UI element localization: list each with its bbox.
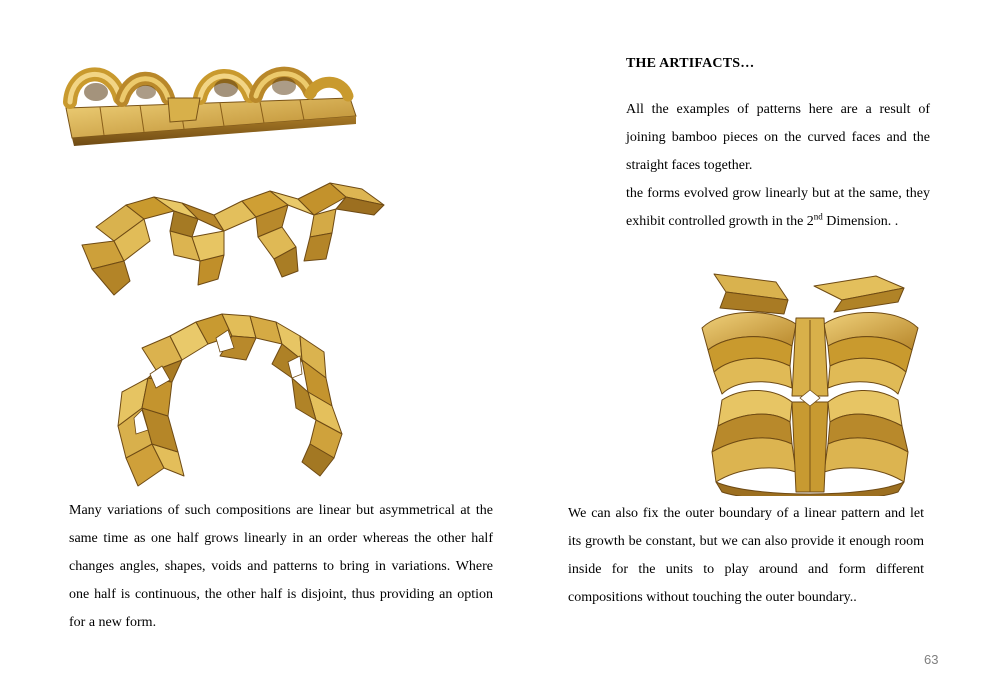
bamboo-zigzag-pattern-image <box>74 175 390 305</box>
linear-variations-paragraph: Many variations of such compositions are linear but asymmetrical at the same time as one half grows linearly in an order whereas the other half changes angles, shapes, voids and patterns to bring in variations. Where one half is continuous, the other half is disjoint, thus providing an option for a new form. <box>69 503 493 630</box>
artifacts-paragraph-1: All the examples of patterns here are a result of joining bamboo pieces on the curved faces and the straight faces together. <box>626 102 930 173</box>
artifacts-paragraph-2 <box>626 180 930 236</box>
page-number: 63 <box>924 652 939 667</box>
bamboo-arch-pattern-image <box>112 308 352 494</box>
outer-boundary-paragraph: We can also fix the outer boundary of a linear pattern and let its growth be constant, but we can also provide it enough room inside for the units to play around and form different compositions without touching the outer boundary.. <box>568 506 924 605</box>
artifacts-paragraph-2-end: Dimension. . <box>826 214 899 229</box>
bamboo-symmetric-vase-image <box>692 268 928 496</box>
artifacts-description <box>626 96 930 236</box>
bamboo-linear-curved-image <box>60 58 360 148</box>
ordinal-superscript: nd <box>813 211 823 222</box>
artifacts-paragraph-2-text: the forms evolved grow linearly but at the same, they exhibit controlled growth in the 2 <box>626 186 930 229</box>
section-heading: THE ARTIFACTS… <box>626 56 755 71</box>
